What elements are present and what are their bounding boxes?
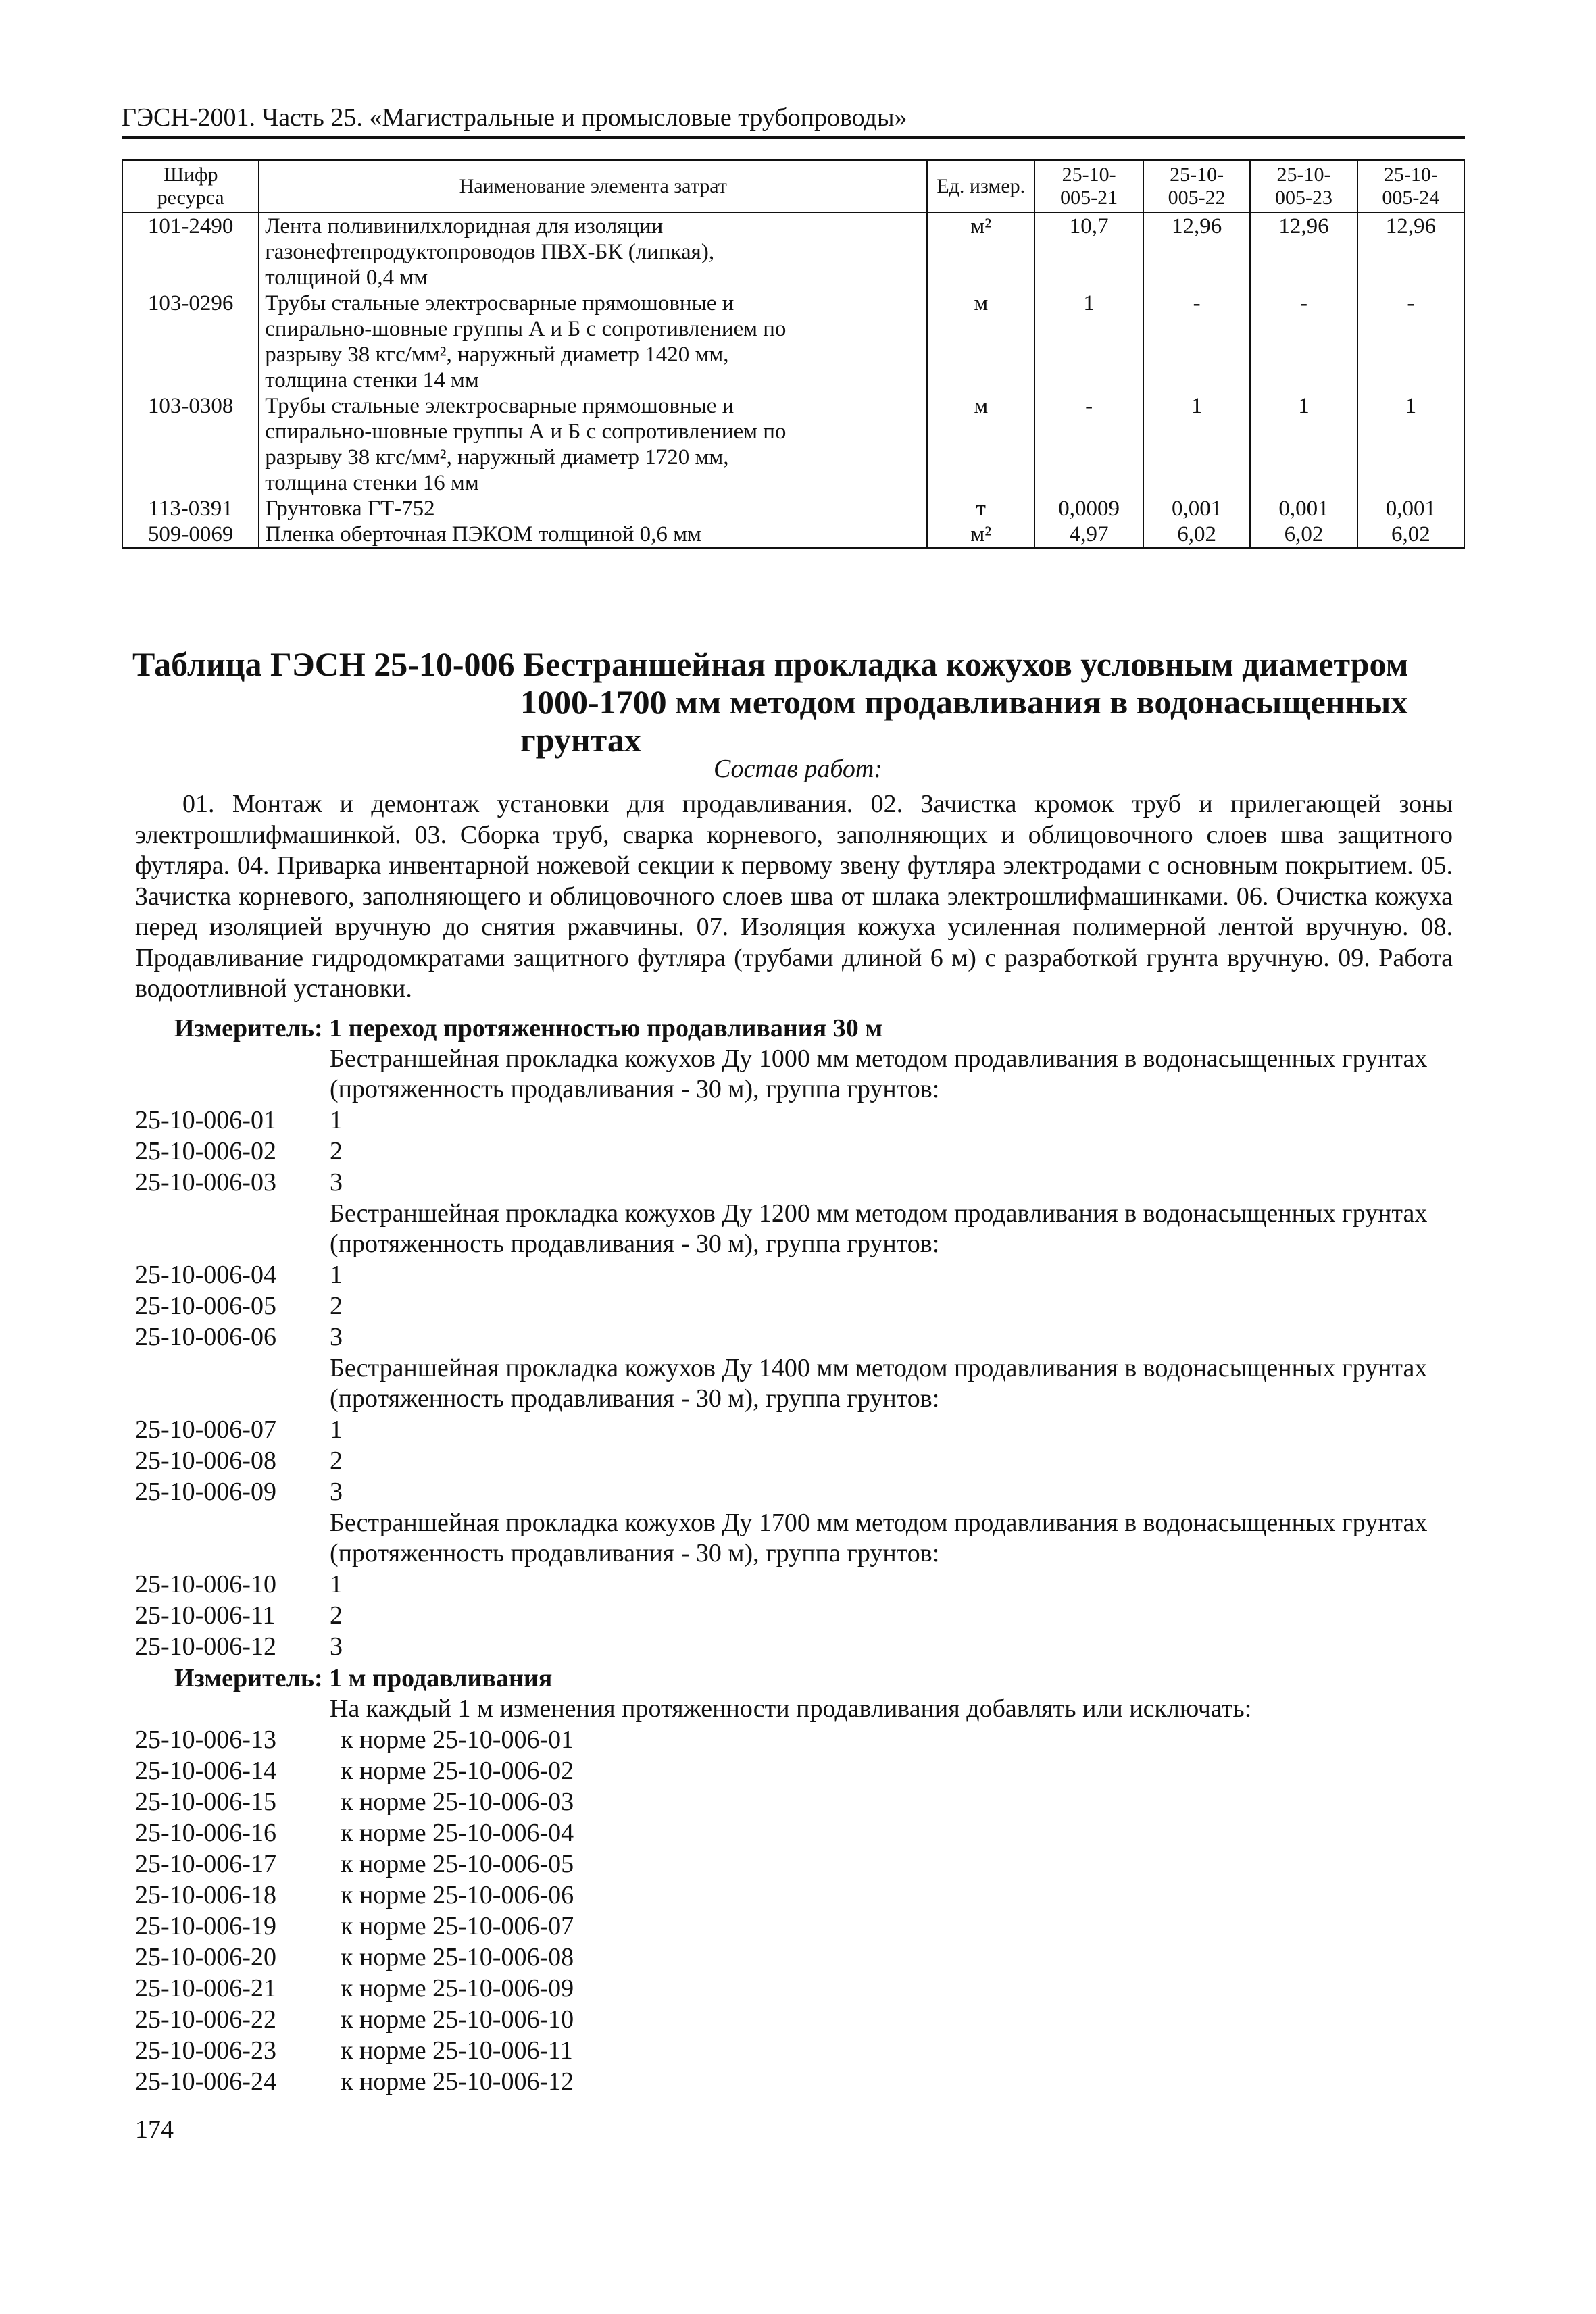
norm-code: 25-10-006-14 [135, 1757, 276, 1785]
value-cell: 0,0009 [1034, 496, 1143, 522]
resource-code: 103-0296 [122, 291, 259, 393]
group-description: Бестраншейная прокладка кожухов Ду 1700 мм методом продавливания в водонасыщенных грунтах (протяженность продавливания - 30 м), группа грунтов: [330, 1509, 1428, 1567]
norm-code: 25-10-006-10 [135, 1570, 276, 1599]
table-row [122, 291, 1464, 393]
list-item [135, 2067, 574, 2097]
value-cell: 4,97 [1034, 522, 1143, 548]
value-cell: - [1143, 291, 1250, 393]
measure-label: Измеритель: 1 переход протяженностью продавливания 30 м [174, 1014, 883, 1042]
work-composition-text: 01. Монтаж и демонтаж установки для продавливания. 02. Зачистка кромок труб и прилегающей зоны электрошлифмашинкой. 03. Сборка труб, сварка корневого, заполняющих и облицовочного слоев шва защитного футляра. 04. Приварка инвентарной ножевой секции к первому звену футляра электродами с основным покрытием. 05. Зачистка корневого, заполняющего и облицовочного слоев шва от шлака электрошлифмашинками. 06. Очистка кожуха перед изоляцией вручную до снятия ржавчины. 07. Изоляция кожуха усиленная полимерной лентой вручную. 08. Продавливание гидродомкратами защитного футляра (трубами длиной 6 м) с разработкой грунта вручную. 09. Работа водоотливной установки. [135, 790, 1453, 1003]
norm-code: 25-10-006-03 [135, 1168, 276, 1197]
group-description: Бестраншейная прокладка кожухов Ду 1000 мм методом продавливания в водонасыщенных грунтах (протяженность продавливания - 30 м), группа грунтов: [330, 1045, 1428, 1103]
value-cell: - [1357, 291, 1464, 393]
list-item [135, 2036, 573, 2066]
measure-label: Измеритель: 1 м продавливания [174, 1664, 553, 1692]
value-cell: 12,96 [1250, 213, 1357, 291]
table-title-line: Таблица ГЭСН 25-10-006 Бестраншейная прокладка кожухов условным диаметром [132, 645, 1409, 683]
norm-reference: к норме 25-10-006-04 [341, 1819, 574, 1847]
norm-code: 25-10-006-07 [135, 1415, 276, 1444]
resource-name: Трубы стальные электросварные прямошовные и спирально-шовные группы А и Б с сопротивлением по разрыву 38 кгс/мм², наружный диаметр 1420 мм, толщина стенки 14 мм [259, 291, 927, 393]
resource-code: 103-0308 [122, 393, 259, 496]
work-composition-label: Состав работ: [713, 755, 883, 783]
resource-unit: м² [927, 213, 1034, 291]
norm-code: 25-10-006-05 [135, 1292, 276, 1320]
norm-reference: к норме 25-10-006-11 [341, 2036, 573, 2065]
resource-code: 113-0391 [122, 496, 259, 522]
value-cell: - [1250, 291, 1357, 393]
header-col-24: 25-10- 005-24 [1357, 160, 1464, 213]
list-item [135, 1601, 343, 1631]
table-header-row [122, 160, 1464, 213]
norm-code: 25-10-006-04 [135, 1261, 276, 1289]
norm-reference: к норме 25-10-006-01 [341, 1726, 574, 1754]
norm-code: 25-10-006-06 [135, 1323, 276, 1351]
norm-code: 25-10-006-09 [135, 1478, 276, 1506]
list-item [135, 1569, 343, 1600]
header-col-21: 25-10- 005-21 [1034, 160, 1143, 213]
resource-code: 101-2490 [122, 213, 259, 291]
list-item [135, 1880, 574, 1911]
norm-code: 25-10-006-08 [135, 1447, 276, 1475]
list-item [135, 1415, 343, 1445]
list-item [135, 1787, 574, 1817]
value-cell: 6,02 [1357, 522, 1464, 548]
list-item [135, 1725, 574, 1755]
norm-code: 25-10-006-13 [135, 1726, 276, 1754]
list-item [135, 1756, 574, 1786]
table-title-line: грунтах [520, 721, 641, 759]
list-item [135, 1291, 343, 1322]
soil-group: 2 [330, 1292, 343, 1320]
header-col-22: 25-10- 005-22 [1143, 160, 1250, 213]
resource-name: Грунтовка ГТ-752 [259, 496, 927, 522]
norm-code: 25-10-006-02 [135, 1137, 276, 1165]
norm-code: 25-10-006-21 [135, 1974, 276, 2003]
soil-group: 3 [330, 1323, 343, 1351]
list-item [135, 1818, 574, 1848]
norm-code: 25-10-006-23 [135, 2036, 276, 2065]
soil-group: 2 [330, 1601, 343, 1630]
norm-code: 25-10-006-16 [135, 1819, 276, 1847]
table-row [122, 496, 1464, 522]
table-row [122, 522, 1464, 548]
value-cell: 1 [1143, 393, 1250, 496]
value-cell: 6,02 [1143, 522, 1250, 548]
norm-reference: к норме 25-10-006-03 [341, 1788, 574, 1816]
resource-name: Пленка оберточная ПЭКОМ толщиной 0,6 мм [259, 522, 927, 548]
resource-unit: м [927, 393, 1034, 496]
group-description: Бестраншейная прокладка кожухов Ду 1200 мм методом продавливания в водонасыщенных грунтах (протяженность продавливания - 30 м), группа грунтов: [330, 1199, 1428, 1258]
soil-group: 1 [330, 1570, 343, 1599]
resource-unit: т [927, 496, 1034, 522]
table-row [122, 213, 1464, 291]
value-cell: 0,001 [1143, 496, 1250, 522]
list-item [135, 1477, 343, 1507]
resource-name: Лента поливинилхлоридная для изоляции газонефтепродуктопроводов ПВХ-БК (липкая), толщиной 0,4 мм [259, 213, 927, 291]
soil-group: 3 [330, 1168, 343, 1197]
soil-group: 1 [330, 1415, 343, 1444]
soil-group: 1 [330, 1261, 343, 1289]
resource-name: Трубы стальные электросварные прямошовные и спирально-шовные группы А и Б с сопротивлением по разрыву 38 кгс/мм², наружный диаметр 1720 мм, толщина стенки 16 мм [259, 393, 927, 496]
header-unit: Ед. измер. [927, 160, 1034, 213]
table-title [132, 645, 1416, 759]
norm-reference: к норме 25-10-006-05 [341, 1850, 574, 1878]
norm-reference: к норме 25-10-006-09 [341, 1974, 574, 2003]
soil-group: 3 [330, 1632, 343, 1661]
list-item [135, 1260, 343, 1290]
resource-unit: м [927, 291, 1034, 393]
value-cell: 10,7 [1034, 213, 1143, 291]
header-col-23: 25-10- 005-23 [1250, 160, 1357, 213]
list-item [135, 1167, 343, 1198]
resource-code: 509-0069 [122, 522, 259, 548]
norm-code: 25-10-006-19 [135, 1912, 276, 1940]
value-cell: 1 [1250, 393, 1357, 496]
norm-code: 25-10-006-12 [135, 1632, 276, 1661]
norm-code: 25-10-006-22 [135, 2005, 276, 2034]
list-item [135, 1911, 574, 1942]
norm-code: 25-10-006-01 [135, 1106, 276, 1134]
list-item [135, 1632, 343, 1662]
value-cell: 1 [1034, 291, 1143, 393]
list-item [135, 1446, 343, 1476]
header-code: Шифр ресурса [122, 160, 259, 213]
norm-reference: к норме 25-10-006-08 [341, 1943, 574, 1971]
header-name: Наименование элемента затрат [259, 160, 927, 213]
value-cell: 12,96 [1143, 213, 1250, 291]
soil-group: 2 [330, 1137, 343, 1165]
list-item [135, 1322, 343, 1353]
list-item [135, 1105, 343, 1136]
running-header: ГЭСН-2001. Часть 25. «Магистральные и промысловые трубопроводы» [122, 101, 1465, 139]
addition-description: На каждый 1 м изменения протяженности продавливания добавлять или исключать: [330, 1694, 1252, 1723]
resource-unit: м² [927, 522, 1034, 548]
list-item [135, 1849, 574, 1880]
norm-code: 25-10-006-15 [135, 1788, 276, 1816]
norm-code: 25-10-006-11 [135, 1601, 276, 1630]
page-number: 174 [135, 2115, 174, 2144]
norm-reference: к норме 25-10-006-10 [341, 2005, 574, 2034]
list-item [135, 1136, 343, 1167]
value-cell: 6,02 [1250, 522, 1357, 548]
value-cell: 0,001 [1357, 496, 1464, 522]
norm-reference: к норме 25-10-006-02 [341, 1757, 574, 1785]
value-cell: 1 [1357, 393, 1464, 496]
list-item [135, 1942, 574, 1973]
soil-group: 1 [330, 1106, 343, 1134]
norm-reference: к норме 25-10-006-12 [341, 2067, 574, 2096]
value-cell: 12,96 [1357, 213, 1464, 291]
norm-code: 25-10-006-20 [135, 1943, 276, 1971]
norm-code: 25-10-006-24 [135, 2067, 276, 2096]
value-cell: - [1034, 393, 1143, 496]
resource-table [122, 159, 1465, 549]
norm-code: 25-10-006-17 [135, 1850, 276, 1878]
value-cell: 0,001 [1250, 496, 1357, 522]
list-item [135, 1973, 574, 2004]
soil-group: 3 [330, 1478, 343, 1506]
soil-group: 2 [330, 1447, 343, 1475]
norm-reference: к норме 25-10-006-07 [341, 1912, 574, 1940]
norm-code: 25-10-006-18 [135, 1881, 276, 1909]
table-row [122, 393, 1464, 496]
list-item [135, 2005, 574, 2035]
group-description: Бестраншейная прокладка кожухов Ду 1400 мм методом продавливания в водонасыщенных грунтах (протяженность продавливания - 30 м), группа грунтов: [330, 1354, 1428, 1413]
table-title-line: 1000-1700 мм методом продавливания в водонасыщенных [520, 683, 1408, 721]
norm-reference: к норме 25-10-006-06 [341, 1881, 574, 1909]
